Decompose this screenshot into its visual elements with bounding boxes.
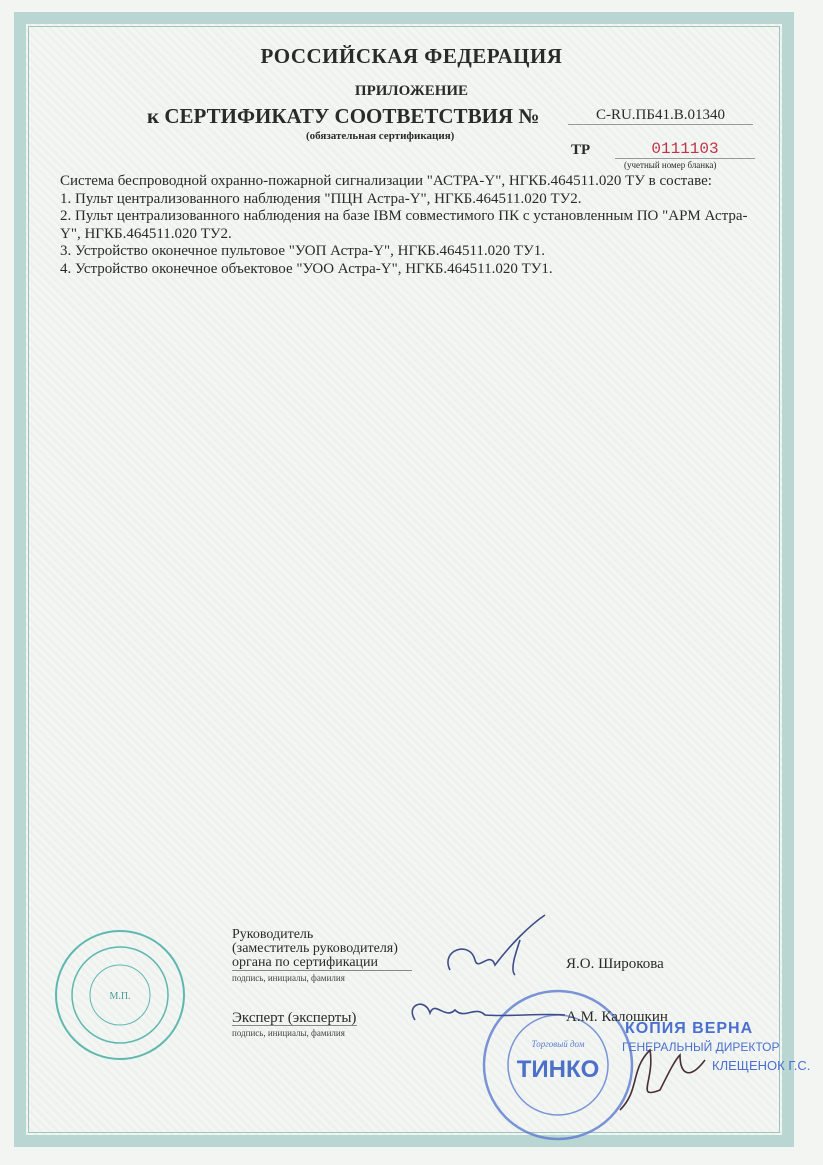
svg-text:Торговый дом: Торговый дом bbox=[531, 1039, 585, 1049]
copy-stamp-name: КЛЕЩЕНОК Г.С. bbox=[712, 1058, 811, 1073]
copy-certified-stamp: КОПИЯ ВЕРНА bbox=[625, 1020, 754, 1037]
copy-stamp-position: ГЕНЕРАЛЬНЫЙ ДИРЕКТОР bbox=[622, 1040, 780, 1054]
appendix-heading: ПРИЛОЖЕНИЕ bbox=[354, 83, 469, 99]
body-line: Система беспроводной охранно-пожарной сигнализации "АСТРА-Y", НГКБ.464511.020 ТУ в составе: bbox=[60, 173, 712, 189]
form-number: 0111103 bbox=[615, 140, 755, 159]
certification-body-stamp bbox=[50, 925, 190, 1065]
certificate-number: C-RU.ПБ41.В.01340 bbox=[568, 107, 753, 125]
expert-name: А.М. Калошкин bbox=[566, 1009, 668, 1025]
country-heading: РОССИЙСКАЯ ФЕДЕРАЦИЯ bbox=[260, 44, 563, 68]
head-name: Я.О. Широкова bbox=[566, 956, 664, 972]
head-signature bbox=[430, 910, 560, 985]
body-line: 2. Пульт централизованного наблюдения на базе IBM совместимого ПК с установленным ПО "АРМ Астра-Y", НГКБ.464511.020 ТУ2. bbox=[60, 208, 748, 242]
signature-caption: подпись, инициалы, фамилия bbox=[232, 1028, 345, 1038]
form-number-caption: (учетный номер бланка) bbox=[624, 160, 717, 170]
signature-caption: подпись, инициалы, фамилия bbox=[232, 973, 345, 983]
body-line: 3. Устройство оконечное пультовое "УОП Астра-Y", НГКБ.464511.020 ТУ1. bbox=[60, 243, 545, 259]
svg-text:ТИНКО: ТИНКО bbox=[516, 1056, 600, 1083]
body-line: 1. Пульт централизованного наблюдения "ПЦН Астра-Y", НГКБ.464511.020 ТУ2. bbox=[60, 190, 582, 207]
expert-label: Эксперт (эксперты) подпись, инициалы, фамилия bbox=[232, 1010, 357, 1038]
certificate-heading: к СЕРТИФИКАТУ СООТВЕТСТВИЯ № bbox=[147, 104, 540, 128]
expert-signature bbox=[400, 995, 570, 1035]
tp-label: ТР bbox=[571, 142, 591, 158]
mp-mark: М.П. bbox=[109, 991, 131, 1002]
director-signature bbox=[600, 1030, 710, 1120]
body-line: 4. Устройство оконечное объектовое "УОО Астра-Y", НГКБ.464511.020 ТУ1. bbox=[60, 260, 553, 277]
certification-type: (обязательная сертификация) bbox=[306, 130, 455, 142]
head-label: Руководитель (заместитель руководителя) органа по сертификации подпись, инициалы, фамилия bbox=[232, 928, 412, 985]
certificate-body bbox=[60, 173, 760, 278]
